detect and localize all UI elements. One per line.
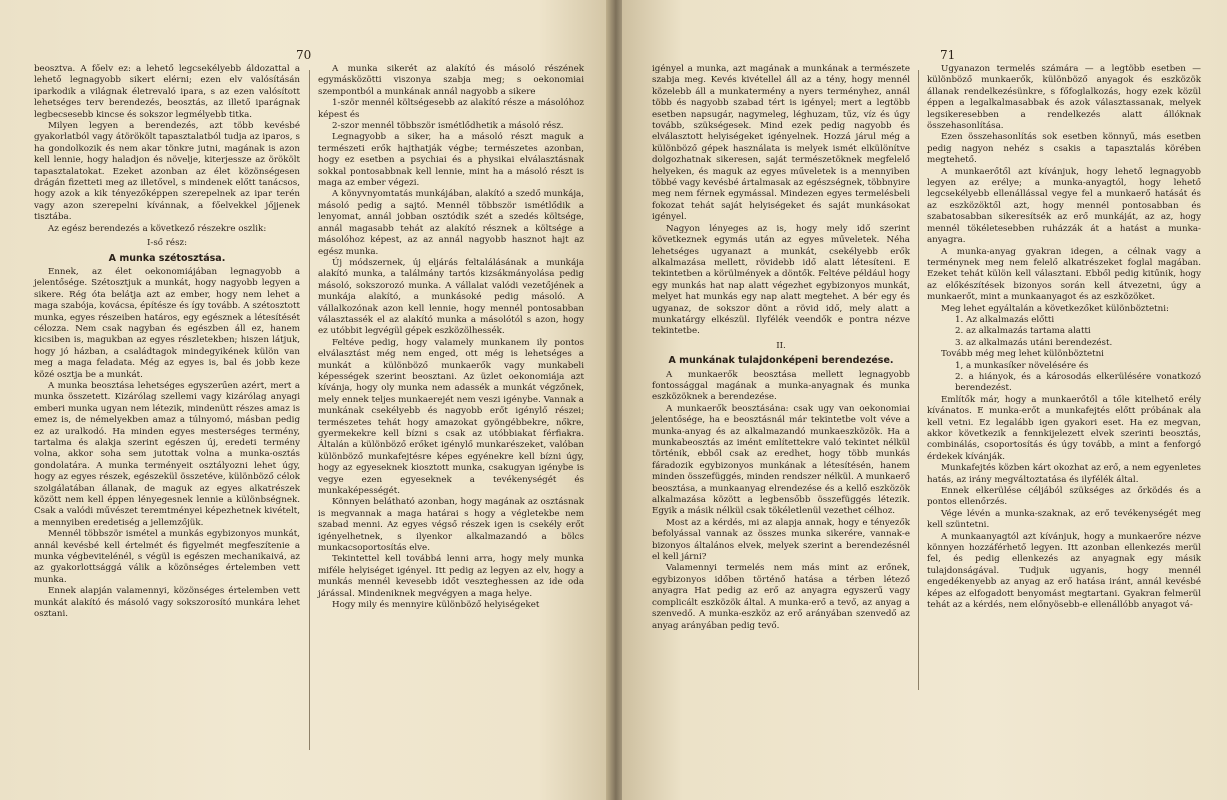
paragraph: igényel a munka, azt magának a munkának a természete szabja meg. Kevés kivétellel áll az a tény, hogy mennél közelebb áll a munkatermény a nyers terményhez, annál több és nagyobb szabad tért is igényel; mert a legtöbb esetben napsugár, nagymeleg, léghuzam, tűz, víz és úgy tovább, szükségesek. Mind ezek pedig nagyobb és elválasztott helyiségeket igényelnek. Hozzá járul még a különböző gépek használata is melyek ismét elkülönítve dolgozhatnak sikeresen, saját természetöknek megfelelő helyeken, és maguk az egyes műveletek is a mennyiben többé vagy kevésbé ártalmasak az egészségnek, többnyire meg nem férnek egymással. Mindezen egyes termelésbeli fokozat tehát saját helyiségeket és saját munkásokat igényel.: [652, 64, 910, 223]
paragraph: Milyen legyen a berendezés, azt több kevésbé gyakorlatból vagy átörökölt tapasztalatból tudja az iparos, s ha gondolkozik és nem akar tönkre jutni, magának is azon kell lennie, hogy haladjon és növelje, kiterjessze az örökölt tapasztalatokat. Ezeket azonban az élet közönségesen drágán fizetteti meg az illetővel, s mindenek előtt tanácsos, hogy azok a kik tényezőképpen szerepelnek az ipar terén vagy azon szerepelni kívánnak, a főelvekkel jőjjenek tisztába.: [34, 121, 300, 223]
text-column-left-2: [318, 64, 584, 612]
paragraph: Tekintettel kell továbbá lenni arra, hogy mely munka miféle helyiséget igényel. Itt pedig az legyen az elv, hogy a munkás mennél kevesebb időt veszteghessen az ide oda járással. Mindeniknek megvégyen a maga helye.: [318, 554, 584, 599]
page-number: 70: [296, 48, 312, 62]
list-item: 2. az alkalmazás tartama alatti: [955, 326, 1091, 337]
section-heading: A munkának tulajdonképeni berendezése.: [668, 355, 894, 367]
paragraph: A munka beosztása lehetséges egyszerűen azért, mert a munka összetett. Kizárólag szellemi vagy kizárólag anyagi emberi munka ugyan nem létezik, mindenütt részes amaz is emez is, de némelyekben amaz a túlnyomó, másban pedig ez az uralkodó. Ha minden egyes mesterséges termény, tartalma és alakja szerint egészen új, eredeti termény volna, akkor soha sem jutottak volna a munka-osztás gondolatára. A munka terményeit osztályozni lehet úgy, hogy az egyes részek, egészekül összetéve, különböző célok szolgálatában állanak, de maguk az egyes alkatrészek között nem kell éppen lényegesnek lennie a különbségnek. Csak a valódi művészet teremtményei képezhetnek kivételt, a mennyiben eredetiség a jellemzőjük.: [34, 380, 300, 528]
page-number: 71: [940, 48, 956, 62]
paragraph: Legnagyobb a siker, ha a másoló részt maguk a természeti erők hajthatják végbe; természetes azonban, hogy ez esetben a psychiai és a physikai elválasztásnak sokkal pontosabbnak kell lennie, mint ha a másoló részt is maga az ember végezi.: [318, 132, 584, 189]
section-label: I-ső rész:: [146, 238, 188, 249]
left-page: [0, 0, 612, 800]
paragraph: A munka-anyag gyakran idegen, a célnak vagy a terménynek meg nem felelő alkatrészeket foglal magában. Ezeket tehát külön kell választani. Ebből pedig kitűnik, hogy az előkészítések bizonyos során kell átvezetni, úgy a munkaerőt, mint a munkaanyagot és az eszközöket.: [927, 246, 1201, 303]
list-item: 1, a munkasíker növelésére és: [955, 360, 1089, 371]
text-column-right-1: [652, 64, 910, 632]
paragraph: A munkaerők beosztása mellett legnagyobb fontossággal magának a munka-anyagnak és munka eszközöknek a berendezése.: [652, 369, 910, 403]
paragraph: Könnyen belátható azonban, hogy magának az osztásnak is megvannak a maga határai s hogy a végletekbe nem szabad menni. Az egyes végső részek igen is csekély erőt igényelhetnek, s ilyenkor alkalmazandó a bölcs munkacsoportosítás elve.: [318, 497, 584, 554]
paragraph: Ennek, az élet oekonomiájában legnagyobb a jelentősége. Szétosztjuk a munkát, hogy nagyobb legyen a sikere. Rég óta belátja azt az ember, hogy nem lehet a maga szabója, kovácsa, építésze és így tovább. A szétosztott munka, egyes részeiben határos, egy egésznek a létesítését célozza. Nem csak nagyban és egészben áll ez, hanem kicsiben is, magukban az egyes részletekben; hiszen látjuk, hogy jó házban, a családtagok mindegyikének külön van meg a maga feladata. Még az egyes is, bal és jobb keze közé osztja be a munkát.: [34, 266, 300, 380]
section-label: II.: [776, 340, 786, 351]
paragraph: Ezen összehasonlítás sok esetben könnyű, más esetben pedig nagyon nehéz s csakis a tapasztalás körében megtehető.: [927, 132, 1201, 166]
paragraph: A könyvnyomtatás munkájában, alakító a szedő munkája, másoló pedig a sajtó. Mennél többször ismétlődik a lenyomat, annál jobban osztódik szét a szedés költsége, annál magasabb tehát az alakító résznek a költsége a másolóhoz képest, az az annál nagyobb hasznot hajt az egész munka.: [318, 189, 584, 257]
paragraph: Most az a kérdés, mi az alapja annak, hogy e tényezők befolyással vannak az összes munka sikerére, vannak-e bizonyos általános elvek, melyek szerint a berendezésnél el kell járni?: [652, 517, 910, 563]
paragraph: A munkaerők beosztásána: csak ugy van oekonomiai jelentősége, ha e beosztásnál már tekintetbe volt véve a munka-anyag és az alkalmazandó munkaeszközök. Ha a munkabeosztás az imént említettekre való tekintet nélkül történik, ebből csak az eredhet, hogy több munkás fáradozik egybizonyos munkának a létesítésén, hanem minden összefüggés, minden rendszer nélkül. A munkaerő beosztása, a munkaanyag elrendezése és a kellő eszközök alkalmazása között a legbensőbb összefüggés létezik. Egyik a másik nélkül csak tökéletlenül vezethet célhoz.: [652, 403, 910, 517]
paragraph: beosztva. A főelv ez: a lehető legcsekélyebb áldozattal a lehető legnagyobb sikert elérni; ezen elv valósításán iparkodik a világnak életrevaló ipara, s az ezen valósított lehetséges terv berendezés, beosztás, az illető iparágnak legbecsesebb kincse és sokszor legmélyebb titka.: [34, 64, 300, 120]
paragraph: 1-ször mennél költségesebb az alakító része a másolóhoz képest és: [318, 98, 584, 120]
paragraph: 2-szor mennél többször ismétlődhetik a másoló rész.: [332, 121, 564, 132]
paragraph: Mennél többször ismétel a munkás egybizonyos munkát, annál kevésbé kell értelmét és figyelmét megfeszítenie a munka végbevitelénél, s végül is egészen mechanikaivá, az az gyakorlottsággá válik a közönséges értelemben vett munka.: [34, 529, 300, 585]
paragraph: Nagyon lényeges az is, hogy mely idő szerint következnek egymás után az egyes műveletek. Néha lehetséges ugyanazt a munkát, csekélyebb erők alkalmazása mellett, rövidebb idő alatt létesíteni. E tekintetben a körülmények a döntők. Feltéve például hogy egy munkás hat nap alatt végezhet egybizonyos munkát, melyet hat munkás egy nap alatt megtehet. A bér egy és ugyanaz, de sokszor dönt a rövid idő, mely alatt a munkatárgy elkészül. Ilyfélék veendők e pontra nézve tekintetbe.: [652, 223, 910, 337]
section-heading: A munka szétosztása.: [108, 252, 226, 264]
paragraph: A munka sikerét az alakító és másoló részének egymásközötti viszonya szabja meg; s oekonomiai szempontból a munkának annál nagyobb a sikere: [318, 64, 584, 97]
paragraph: A munkaerőtől azt kívánjuk, hogy lehető legnagyobb legyen az erélye; a munka-anyagtól, hogy lehető legcsekélyebb ellenállással vegye fel a munkaerő hatását és az eszközöktől azt, hogy mennél pontosabban és szabatosabban sikeresítsék az erő munkáját, az az, hogy mennél tökéletesebben ruházzák át a hatást a munka-anyagra.: [927, 166, 1201, 246]
paragraph: Meg lehet egyáltalán a következőket különböztetni:: [941, 303, 1169, 314]
paragraph: Ennek elkerülése céljából szükséges az őrködés és a pontos ellenőrzés.: [927, 486, 1201, 508]
paragraph: Említők már, hogy a munkaerőtől a tőle kitelhető erély kívánatos. E munka-erőt a munkafejtés előtt próbának ala kell vetni. Ez legalább igen gyakori eset. Ha ez megvan, akkor következik a fennkijelezett elvek szerinti beosztás, combinálás, csoportosítás és úgy tovább, a mint a fenforgó érdekek kívánják.: [927, 394, 1201, 462]
paragraph: A munkaanyagtól azt kívánjuk, hogy a munkaerőre nézve könnyen hozzáférhető legyen. Itt azonban ellenkezés merül fel, és pedig ellenkezés az anyagnak egy másik tulajdonságával. Tudjuk ugyanis, hogy mennél engedékenyebb az anyag az erő hatása iránt, annál kevésbé képes az elfogadott benyomást megtartani. Gyakran felmerül tehát az a kérdés, nem előnyösebb-e ellenállóbb anyagot vá-: [927, 531, 1201, 611]
list-item: 3. az alkalmazás utáni berendezést.: [955, 337, 1113, 348]
paragraph: Munkafejtés közben kárt okozhat az erő, a nem egyenletes hatás, az irány megváltoztatása és ilyfélék által.: [927, 463, 1201, 485]
paragraph: Ugyanazon termelés számára — a legtöbb esetben — különböző munkaerők, különböző anyagok és eszközök állanak rendelkezésünkre, s főfoglalkozás, hogy ezek közül éppen a legalkalmasabbak és azok választassanak, melyek legsikeresebben a rendelkezés alatt állóknak összehasonlítása.: [927, 64, 1201, 132]
paragraph: Hogy mily és mennyire különböző helyiségeket: [332, 600, 540, 611]
paragraph: Ennek alapján valamennyi, közönséges értelemben vett munkát alakító és másoló vagy sokszorosító munkára lehet osztani.: [34, 586, 300, 620]
text-column-left-1: [34, 64, 300, 621]
text-column-right-2: [927, 64, 1201, 612]
paragraph: Tovább még meg lehet különböztetni: [941, 349, 1104, 360]
paragraph: Vége lévén a munka-szaknak, az erő tevékenységét meg kell szüntetni.: [927, 508, 1201, 531]
right-page: [622, 0, 1227, 800]
list-item: 2. a hiányok, és a károsodás elkerülésére vonatkozó berendezést.: [955, 371, 1201, 394]
paragraph: Az egész berendezés a következő részekre oszlik:: [48, 223, 267, 234]
list-item: 1. Az alkalmazás előtti: [955, 314, 1055, 325]
paragraph: Feltéve pedig, hogy valamely munkanem ily pontos elválasztást még nem enged, ott még is lehetséges a munkát a különböző munkaerők vagy munkabeli képességek szerint beosztani. Az üzlet oekonomiája azt kívánja, hogy oly munka nem adassék a munkát végzőnek, mely ennek teljes munkaerejét nem veszi igénybe. Vannak a munkának csekélyebb és nagyobb erőt igénylő részei; természetes tehát hogy amazokat gyöngébbekre, nőkre, gyermekekre kell bízni s csak az utóbbiakat férfiakra. Általán a különböző erőket igénylő munkarészeket, valóban különböző munkafejtésre képes egyénekre kell bízni úgy, hogy az egyeseknek kiosztott munka, csakugyan igénybe is vegye ezen egyeseknek a tevékenységét és munkaképességét.: [318, 337, 584, 497]
paragraph: Valamennyi termelés nem más mint az erőnek, egybizonyos időben történő hatása a térben létező anyagra Hat pedig az erő az anyagra egyszerű vagy complicált eszközök által. A munka-erő a tevő, az anyag a szenvedő. A munka-eszköz az erő arányában szenvedő az anyag arányában pedig tevő.: [652, 563, 910, 631]
column-divider: [918, 70, 919, 690]
column-divider: [309, 70, 310, 750]
paragraph: Új módszernek, új eljárás feltalálásának a munkája alakító munka, a találmány tartós kizsákmányolása pedig másoló, sokszorozó munka. A vállalat valódi vezetőjének a munkája alakító, a munkásoké pedig másoló. A vállalkozónak azon kell lennie, hogy mennél pontosabban választassék el az alakító munka a másolótól s azon, hogy ez utóbbit legvégül gépek eszközölhessék.: [318, 257, 584, 337]
